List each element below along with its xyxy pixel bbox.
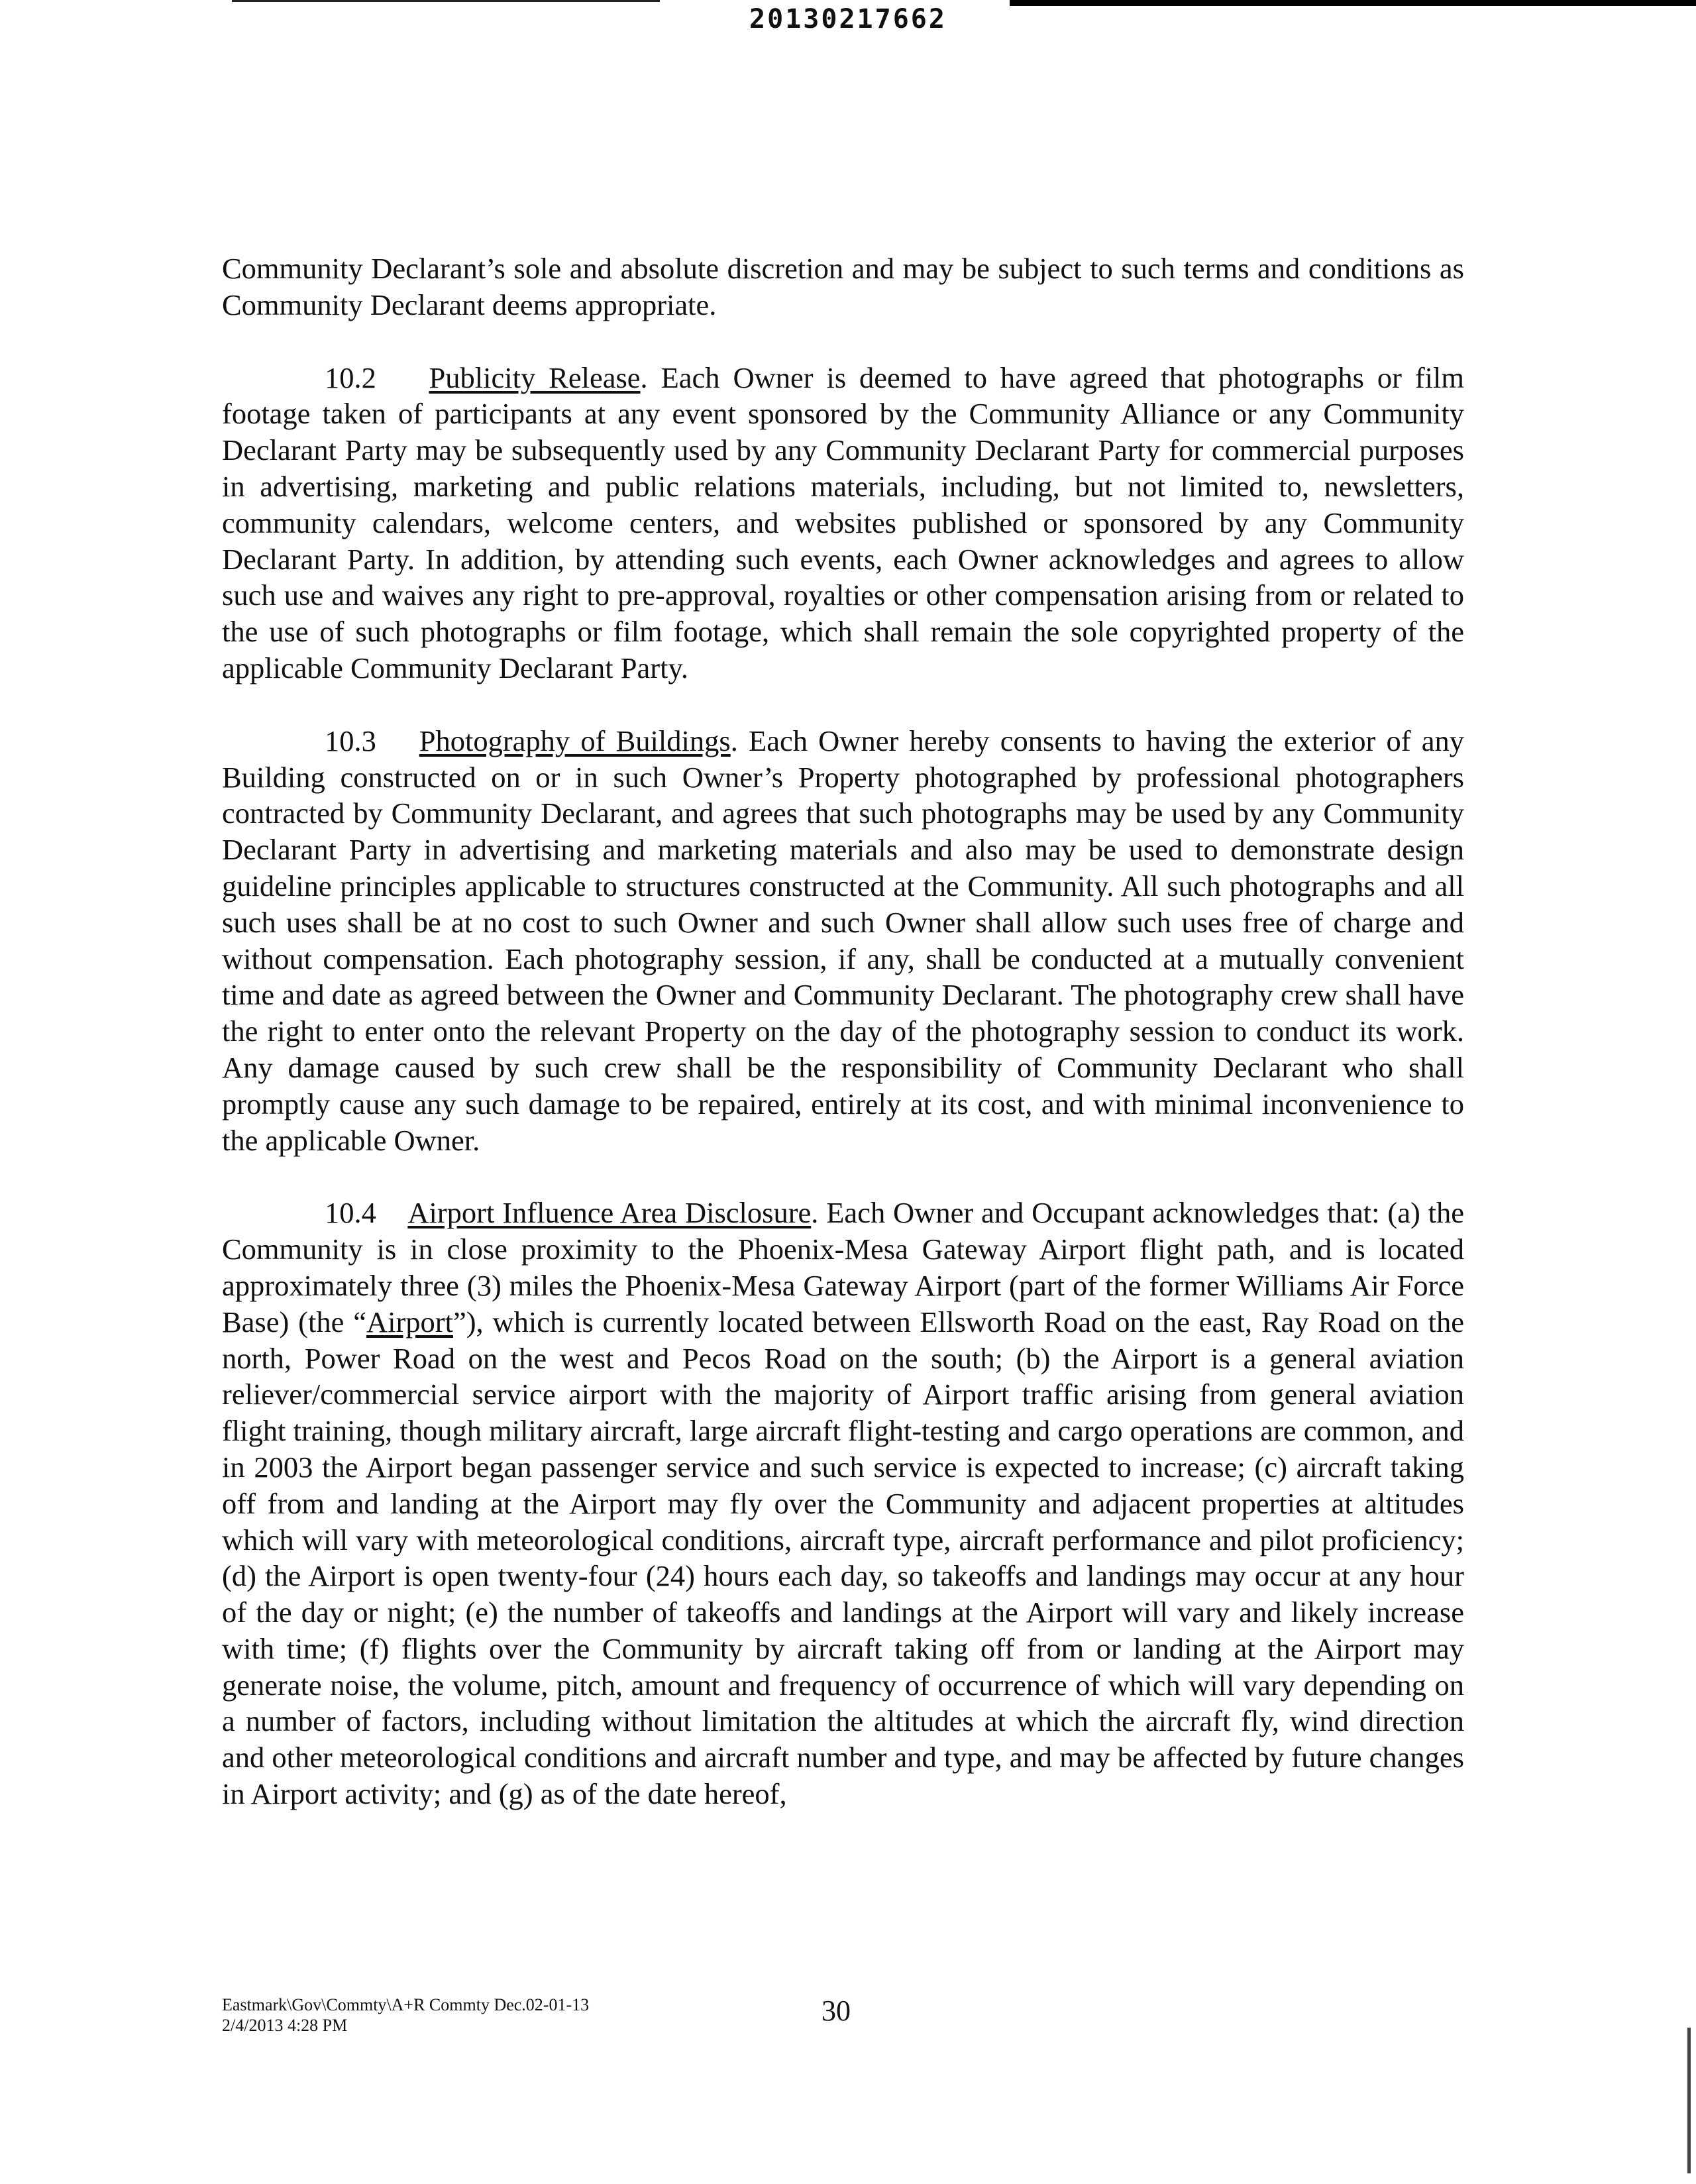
- defined-term: Airport: [366, 1305, 453, 1338]
- section-text: . Each Owner is deemed to have agreed that photographs or film footage taken of participants at any event sponsored by the Community Alliance or any Community Declarant Party may be subsequently used by any Community Declarant Party for commercial purposes in advertising, marketing and public relations materials, including, but not limited to, newsletters, community calendars, welcome centers, and websites published or sponsored by any Community Declarant Party. In addition, by attending such events, each Owner acknowledges and agrees to allow such use and waives any right to pre-approval, royalties or other compensation arising from or related to the use of such photographs or film footage, which shall remain the sole copyrighted property of the applicable Community Declarant Party.: [222, 360, 1464, 684]
- section-text-after: ”), which is currently located between Ellsworth Road on the east, Ray Road on the north, Power Road on the west and Pecos Road on the south; (b) the Airport is a general aviation reliever/commercial service airport with the majority of Airport traffic arising from general aviation flight training, though military aircraft, large aircraft flight-testing and cargo operations are common, and in 2003 the Airport began passenger service and such service is expected to increase; (c) aircraft taking off from and landing at the Airport may fly over the Community and adjacent properties at altitudes which will vary with meteorological conditions, aircraft type, aircraft performance and pilot proficiency; (d) the Airport is open twenty-four (24) hours each day, so takeoffs and landings may occur at any hour of the day or night; (e) the number of takeoffs and landings at the Airport will vary and likely increase with time; (f) flights over the Community by aircraft taking off from or landing at the Airport may generate noise, the volume, pitch, amount and frequency of occurrence of which will vary depending on a number of factors, including without limitation the altitudes at which the aircraft fly, wind direction and other meteorological conditions and aircraft number and type, and may be affected by future changes in Airport activity; and (g) as of the date hereof,: [222, 1305, 1464, 1811]
- section-text-before: . Each Owner and Occupant acknowledges that: (a) the Community is in close proximity to the Phoenix-Mesa Gateway Airport flight path, and is located approximately three (3) miles the Phoenix-Mesa Gateway Airport (part of the former Williams Air Force Base) (the “: [222, 1196, 1464, 1338]
- page-number: 30: [822, 1994, 851, 2027]
- section-number-text: 10.4: [325, 1196, 376, 1230]
- section-number-text: 10.3: [325, 724, 376, 757]
- section-title: Photography of Buildings: [419, 724, 731, 757]
- section-10-2: [222, 360, 1464, 686]
- document-number: 20130217662: [749, 4, 947, 34]
- page-body: [222, 250, 1464, 1849]
- section-title: Airport Influence Area Disclosure: [407, 1196, 812, 1230]
- footer-file-info: [222, 1994, 589, 2036]
- section-number-text: 10.2: [325, 360, 376, 394]
- section-10-3: [222, 723, 1464, 1159]
- section-10-4: [222, 1195, 1464, 1812]
- section-title: Publicity Release: [429, 360, 641, 394]
- header-rule-left: [232, 0, 660, 2]
- footer-file-path: Eastmark\Gov\Commty\A+R Commty Dec.02-01-13: [222, 1995, 590, 2014]
- scan-edge-mark: [1687, 2028, 1691, 2173]
- continuation-paragraph: Community Declarant’s sole and absolute discretion and may be subject to such terms and conditions as Community Declarant deems appropriate.: [222, 252, 1464, 321]
- section-text: . Each Owner hereby consents to having the exterior of any Building constructed on or in such Owner’s Property photographed by professional photographers contracted by Community Declarant, and agrees that such photographs may be used by any Community Declarant Party in advertising and marketing materials and also may be used to demonstrate design guideline principles applicable to structures constructed at the Community. All such photographs and all such uses shall be at no cost to such Owner and such Owner shall allow such uses free of charge and without compensation. Each photography session, if any, shall be conducted at a mutually convenient time and date as agreed between the Owner and Community Declarant. The photography crew shall have the right to enter onto the relevant Property on the day of the photography session to conduct its work. Any damage caused by such crew shall be the responsibility of Community Declarant who shall promptly cause any such damage to be repaired, entirely at its cost, and with minimal inconvenience to the applicable Owner.: [222, 724, 1464, 1157]
- footer-timestamp: 2/4/2013 4:28 PM: [222, 2016, 348, 2035]
